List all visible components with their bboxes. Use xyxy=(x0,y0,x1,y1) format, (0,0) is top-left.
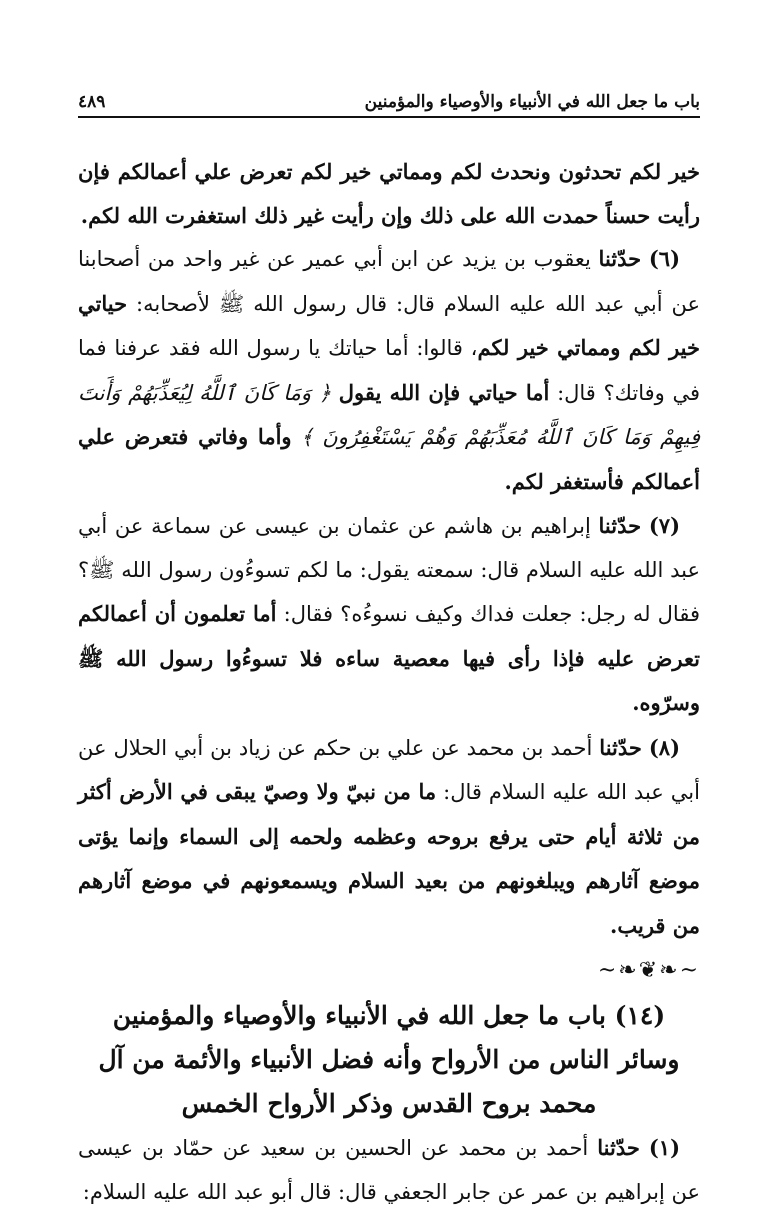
isnad-text: أحمد بن محمد عن علي بن حكم عن زياد بن أبي الحلال عن أبي عبد الله عليه السلام قال: xyxy=(78,735,700,804)
hadith-1 xyxy=(78,1126,700,1214)
hadith-number: (٨) xyxy=(648,734,680,760)
hadith-8 xyxy=(78,726,700,949)
isnad-text: إبراهيم بن هاشم عن عثمان بن عيسى عن سماعة عن أبي عبد الله عليه السلام قال: سمعته يقول: ما لكم تسوءُون رسول الله ﷺ؟ فقال له رجل: جعلت فداك وكيف نسوءُه؟ فقال: xyxy=(78,514,700,626)
haddathana: حدّثنا xyxy=(598,246,642,271)
running-title: باب ما جعل الله في الأنبياء والأوصياء والمؤمنين xyxy=(364,92,700,112)
header-rule xyxy=(78,116,700,118)
page-body xyxy=(78,150,700,1214)
continuation-text: خير لكم تحدثون ونحدث لكم ومماتي خير لكم تعرض علي أعمالكم فإن رأيت حسناً حمدت الله على ذلك وإن رأيت غير ذلك استغفرت الله لكم. xyxy=(78,159,700,228)
section-ornament: ~❧❦❧~ xyxy=(597,958,700,983)
page-number: ٤٨٩ xyxy=(78,92,106,112)
haddathana: حدّثنا xyxy=(598,513,642,538)
hadith-number: (٧) xyxy=(648,513,680,538)
hadith-6 xyxy=(78,237,700,504)
narration-text: ، قالوا: أما حياتك يا رسول الله فقد عرفنا فما في وفاتك؟ قال: xyxy=(78,336,700,405)
haddathana: حدّثنا xyxy=(599,734,642,760)
chapter-title: (١٤) باب ما جعل الله في الأنبياء والأوصياء والمؤمنين وسائر الناس من الأرواح وأنه فضل الأنبياء والأئمة من آل محمد بروح القدس وذكر الأرواح الخمس xyxy=(98,1001,680,1118)
matn-bold: ما من نبيّ ولا وصيّ يبقى في الأرض أكثر من ثلاثة أيام حتى يرفع بروحه وعظمه ولحمه إلى السماء وإنما يؤتى موضع آثارهم ويبلغونهم من بعيد السلام ويسمعونهم في موضع آثارهم من قريب. xyxy=(78,779,700,938)
page-header xyxy=(78,84,700,112)
paragraph-continuation xyxy=(78,150,700,237)
hadith-7 xyxy=(78,504,700,726)
haddathana: حدّثنا xyxy=(597,1135,640,1160)
isnad-text: أحمد بن محمد عن الحسين بن سعيد عن حمّاد بن عيسى عن إبراهيم بن عمر عن جابر الجعفي قال: قال أبو عبد الله عليه السلام: xyxy=(78,1136,700,1204)
hadith-number: (٦) xyxy=(648,246,680,271)
matn-bold: أما حياتي فإن الله يقول xyxy=(338,379,550,405)
matn-bold: أما تعلمون أن أعمالكم تعرض عليه فإذا رأى فيها معصية ساءه فلا تسوءُوا رسول الله ﷺ وسرّوه. xyxy=(78,601,700,715)
matn-bold: حياتي خير لكم ومماتي خير لكم xyxy=(78,290,701,360)
matn-bold: وأما وفاتي فتعرض علي أعمالكم فأستغفر لكم. xyxy=(78,424,700,494)
quran-verse: ﴿ وَمَا كَانَ ٱللَّهُ لِيُعَذِّبَهُمْ وَأَنتَ فِيهِمْ وَمَا كَانَ ٱللَّهُ مُعَذِّبَهُمْ وَهُمْ يَسْتَغْفِرُونَ ﴾ xyxy=(78,380,701,449)
isnad-text: يعقوب بن يزيد عن ابن أبي عمير عن غير واحد من أصحابنا عن أبي عبد الله عليه السلام قال: قال رسول الله ﷺ لأصحابه: xyxy=(78,247,700,316)
hadith-number: (١) xyxy=(648,1135,680,1160)
